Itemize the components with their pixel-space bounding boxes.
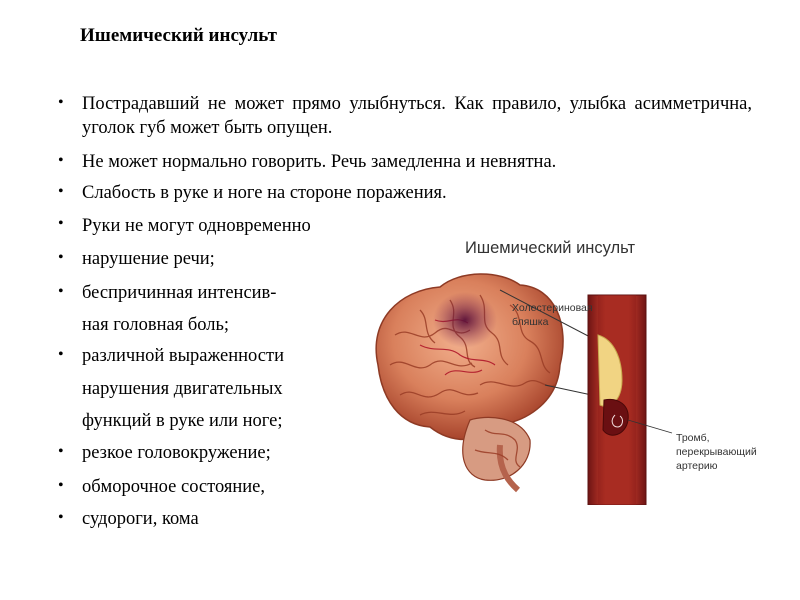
list-item-speech-disorder: нарушение речи; [82, 249, 215, 269]
plaque-label-line2: бляшка [512, 316, 549, 328]
artery-image [588, 295, 646, 505]
list-item-smile: Пострадавший не может прямо улыбнуться. Как правило, улыбка асимметрична, уголок губ может быть опущен. [82, 94, 752, 138]
clot-label-line2: перекрывающий [676, 446, 757, 458]
figure-title: Ишемический инсульт [465, 239, 636, 257]
bullet-1: • [58, 94, 64, 111]
stroke-illustration [360, 215, 800, 505]
list-item-headache-line2: ная головная боль; [82, 315, 230, 335]
lesion-area [433, 292, 497, 348]
list-item-headache-line1: беспричинная интенсив- [82, 283, 277, 303]
list-item-seizures: судороги, кома [82, 509, 199, 529]
list-item-fainting: обморочное состояние, [82, 477, 265, 497]
bullet-10: • [58, 509, 64, 526]
bullet-5: • [58, 249, 64, 266]
bullet-4: • [58, 215, 64, 232]
bullet-9: • [58, 477, 64, 494]
plaque-label-line1: Холестериновая [512, 302, 593, 314]
bullet-7: • [58, 346, 64, 363]
clot-label-line3: артерию [676, 460, 718, 472]
list-item-motor-line1: различной выраженности [82, 346, 284, 366]
clot-label-line1: Тромб, [676, 432, 710, 444]
list-item-speech: Не может нормально говорить. Речь замедленна и невнятна. [82, 152, 557, 172]
bullet-2: • [58, 152, 64, 169]
bullet-3: • [58, 183, 64, 200]
list-item-weakness: Слабость в руке и ноге на стороне поражения. [82, 183, 447, 203]
bullet-6: • [58, 283, 64, 300]
bullet-8: • [58, 443, 64, 460]
list-item-motor-line2: нарушения двигательных [82, 379, 283, 399]
page-title: Ишемический инсульт [80, 25, 277, 46]
list-item-motor-line3: функций в руке или ноге; [82, 411, 283, 431]
list-item-arms: Руки не могут одновременно [82, 216, 311, 236]
list-item-dizziness: резкое головокружение; [82, 443, 271, 463]
